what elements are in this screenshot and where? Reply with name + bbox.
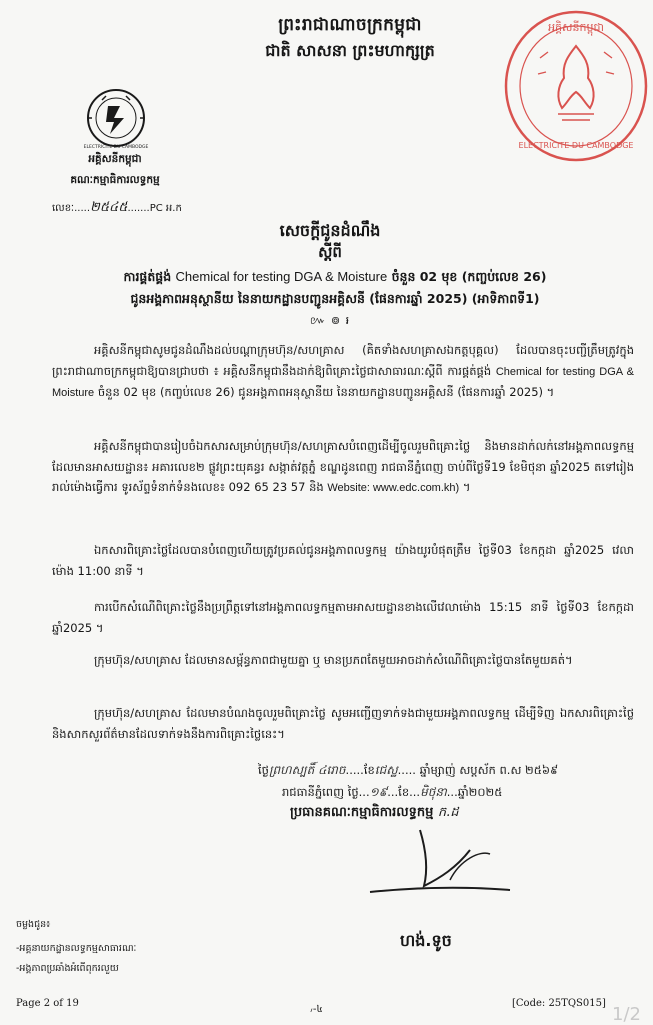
solar-month: មិថុនា — [420, 785, 447, 799]
cc-item: -អគ្គនាយកដ្ឋានលទ្ធកម្មសាធារណៈ — [16, 943, 137, 954]
stamp-text-bottom: ELECTRICITE DU CAMBODGE — [518, 141, 634, 150]
org-department: គណៈកម្មាធិការលទ្ធកម្ម — [70, 174, 160, 186]
ref-number: ២៥៤៥ — [90, 200, 128, 215]
paragraph-4: ការបើកសំណើពិគ្រោះថ្លៃនឹងប្រព្រឹត្តទៅនៅអង្គភាពលទ្ធកម្មតាមអាសយដ្ឋានខាងលើវេលាម៉ោង 15:15 នាទី ថ្ងៃទី03 ខែកក្កដា ឆ្នាំ2025 ។ — [52, 600, 634, 635]
p2-text: អគ្គិសនីកម្ពុជាបានរៀបចំឯកសារសម្រាប់ក្រុមហ៊ុន/សហគ្រាសបំពេញដើម្បីចូលរួមពិគ្រោះថ្លៃ និងមានដាក់លក់នៅអង្គភាពលទ្ធកម្ម ដែលមានអាសយដ្ឋាន៖ អគារលេខ២ ផ្លូវព្រះយុគន្ធរ សង្កាត់វត្តភ្នំ ខណ្ឌដូនពេញ រាជធានីភ្នំពេញ ចាប់ពីថ្ងៃទី19 ខែមិថុនា ឆ្នាំ2025 តទៅរៀងរាល់ម៉ោងធ្វើការ ទូរស័ព្ទទំនាក់ទំនងលេខ៖ 092 65 23 57 និង — [52, 439, 634, 494]
paragraph-3: ឯកសារពិគ្រោះថ្លៃដែលបានបំពេញហើយត្រូវប្រគល់ជូនអង្គភាពលទ្ធកម្ម យ៉ាងយូរបំផុតត្រឹម ថ្ងៃទី03 ខែកក្កដា ឆ្នាំ2025 វេលាម៉ោង 11:00 នាទី ។ — [52, 543, 634, 578]
lunar-day: ព្រហស្បតិ៍ ៤រោច — [268, 763, 346, 777]
notice-title: សេចក្តីជូនដំណឹង — [279, 221, 381, 240]
document-code: [Code: 25TQS015] — [512, 998, 606, 1009]
subject-latin: Chemical for testing DGA & Moisture — [175, 269, 388, 284]
p1-text: អគ្គិសនីកម្ពុជាសូមជូនដំណឹងដល់បណ្តាក្រុមហ៊ុន/សហគ្រាស (គិតទាំងសហគ្រាសឯកត្តបុគ្គល) ដែលបានចុះបញ្ជីត្រឹមត្រូវក្នុងព្រះរាជាណាចក្រកម្ពុជាឱ្យបានជ្រាបថា ៖ អគ្គិសនីកម្ពុជានឹងដាក់ឱ្យពិគ្រោះថ្លៃជាសាធារណៈស្តីពី ការផ្គត់ផ្គង់ — [52, 343, 634, 378]
cc-item: -អង្គភាពប្រឆាំងអំពើពុករលួយ — [16, 963, 119, 974]
solar-year: ឆ្នាំ២០២៥ — [457, 785, 503, 799]
subject-line-2: ជូនអង្គភាពអនុស្ថានីយ នៃនាយកដ្ឋានបញ្ជូនអគ្គិសនី (ផែនការឆ្នាំ 2025) (អាទិភាពទី1) — [130, 291, 540, 306]
paragraph-5: ក្រុមហ៊ុន/សហគ្រាស ដែលមានសម្ព័ន្ធភាពជាមួយគ្នា ឬ មានប្រភពតែមួយអាចដាក់សំណើពិគ្រោះថ្លៃបានតែមួយគត់។ — [94, 653, 573, 667]
paragraph-1 — [52, 340, 634, 404]
notice-subtitle: ស្តីពី — [318, 243, 342, 261]
official-stamp-icon — [500, 6, 652, 166]
ref-prefix: លេខៈ — [52, 203, 75, 214]
lunar-label: ថ្ងៃ — [258, 763, 269, 777]
solar-date: រាជធានីភ្នំពេញ ថ្ងៃ...១៩...ខែ...មិថុនា...ឆ្នាំ២០២៥ — [282, 785, 503, 799]
solar-day: ១៩ — [369, 785, 388, 799]
signatory-name: ហង់.ទូច — [400, 931, 452, 950]
title-divider: ៚ ៙ ៛ — [309, 314, 351, 327]
viewer-page-number: 1/2 — [612, 1004, 641, 1025]
org-name: អគ្គិសនីកម្ពុជា — [88, 153, 142, 165]
lunar-date: ថ្ងៃព្រហស្បតិ៍ ៤រោច.....ខែជេស្ឋ..... ឆ្នាំម្សាញ់ សប្តស័ក ព.ស ២៥៦៩ — [258, 763, 559, 777]
signatory-initials: ក.ដ — [437, 805, 459, 820]
edc-logo-icon — [76, 86, 156, 150]
p2-website: Website: www.edc.com.kh) — [327, 482, 460, 494]
p1-text-end: ចំនួន 02 មុខ (កញ្ចប់លេខ 26) ជូនអង្គភាពអនុស្ថានីយ នៃនាយកដ្ឋានបញ្ជូនអគ្គិសនី (ផែនការឆ្នាំ 2025) ។ — [97, 385, 555, 399]
solar-month-label: ខែ — [398, 785, 410, 799]
paragraph-6: ក្រុមហ៊ុន/សហគ្រាស ដែលមានបំណងចូលរួមពិគ្រោះថ្លៃ សូមអញ្ជើញទាក់ទងជាមួយអង្គភាពលទ្ធកម្ម ដើម្បីទិញ ឯកសារពិគ្រោះថ្លៃ និងសាកសួរព័ត៌មានដែលទាក់ទងនឹងការពិគ្រោះថ្លៃនេះ។ — [52, 706, 634, 741]
page-indicator: Page 2 of 19 — [16, 998, 79, 1009]
cc-heading: ចម្លងជូន៖ — [16, 919, 51, 930]
lunar-month-label: ខែ — [363, 763, 375, 777]
ref-suffix: PC អ.ក — [149, 203, 182, 214]
subject-pre: ការផ្គត់ផ្គង់ — [123, 269, 172, 284]
lunar-month: ជេស្ឋ — [374, 763, 398, 777]
footer-mark: ៸-៤ — [310, 1004, 323, 1015]
stamp-text-top: អគ្គិសនីកម្ពុជា — [548, 21, 604, 34]
paragraph-2 — [52, 436, 634, 499]
handwritten-signature-icon — [330, 820, 520, 900]
solar-prefix: រាជធានីភ្នំពេញ ថ្ងៃ — [282, 785, 359, 799]
p1-latin: Chemical for testing DGA & Moisture — [52, 365, 634, 399]
subject-post: ចំនួន 02 មុខ (កញ្ចប់លេខ 26) — [391, 269, 547, 284]
logo-caption: ELECTRICITE DU CAMBODGE — [83, 145, 149, 150]
national-motto: ជាតិ សាសនា ព្រះមហាក្សត្រ — [265, 41, 435, 60]
reference-number: លេខៈ.....២៥៤៥.......PC អ.ក — [52, 200, 182, 215]
p2-text-end: ។ — [459, 480, 471, 494]
lunar-year: ឆ្នាំម្សាញ់ សប្តស័ក ព.ស ២៥៦៩ — [419, 763, 559, 777]
signatory-title-text: ប្រធានគណៈកម្មាធិការលទ្ធកម្ម — [290, 805, 434, 820]
notice-subject — [40, 266, 630, 310]
kingdom-heading: ព្រះរាជាណាចក្រកម្ពុជា — [278, 15, 422, 35]
